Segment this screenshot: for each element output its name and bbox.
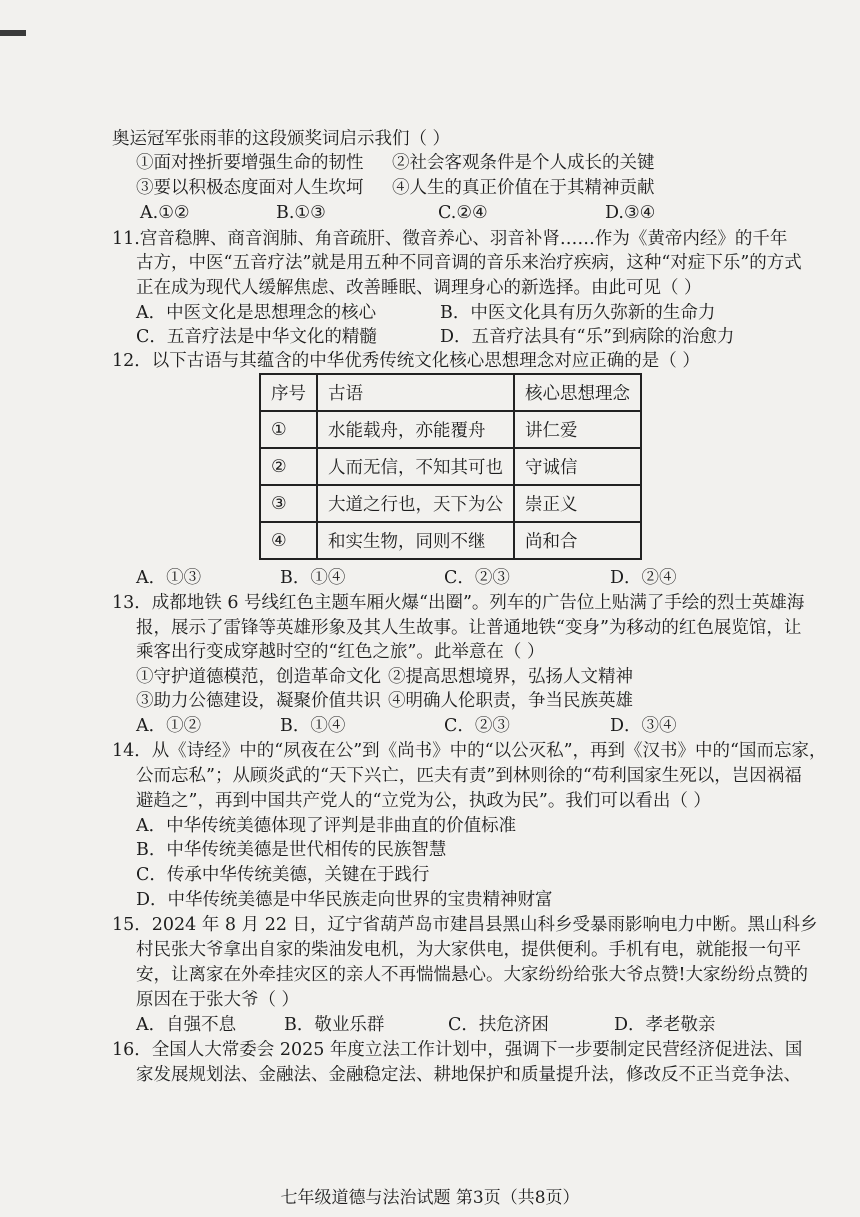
table-row: [260, 411, 641, 448]
q15-stem-line-3: 安，让离家在外牵挂灾区的亲人不再惴惴悬心。大家纷纷给张大爷点赞!大家纷纷点赞的: [136, 965, 809, 985]
page-footer: 七年级道德与法治试题 第3页（共8页）: [280, 1188, 580, 1208]
table-cell: 人而无信，不知其可也: [317, 448, 514, 485]
q15-stem-line-2: 村民张大爷拿出自家的柴油发电机，为大家供电，提供便利。手机有电，就能报一句平: [136, 940, 801, 960]
q10-option-2: ②社会客观条件是个人成长的关键: [392, 153, 655, 173]
table-row: [260, 448, 641, 485]
table-row: [260, 485, 641, 522]
q15-choice-c: C．扶危济困: [448, 1015, 549, 1035]
q10-option-1: ①面对挫折要增强生命的韧性: [136, 153, 364, 173]
q11-stem-line-3: 正在成为现代人缓解焦虑、改善睡眠、调理身心的新选择。由此可见（ ）: [136, 278, 702, 298]
q11-choice-a: A．中医文化是思想理念的核心: [136, 303, 377, 323]
q14-choice-b: B．中华传统美德是世代相传的民族智慧: [136, 840, 447, 860]
q15-choice-a: A．自强不息: [136, 1015, 237, 1035]
q12-stem: 12．以下古语与其蕴含的中华优秀传统文化核心思想理念对应正确的是（ ）: [112, 351, 700, 371]
q14-stem-line-2: 公而忘私”；从顾炎武的“天下兴亡，匹夫有责”到林则徐的“苟利国家生死以，岂因祸福: [136, 766, 802, 786]
table-cell: ③: [260, 485, 317, 522]
q15-choice-b: B．敬业乐群: [284, 1015, 385, 1035]
q15-choice-d: D．孝老敬亲: [614, 1015, 716, 1035]
scan-corner-mark: [0, 30, 26, 36]
q15-stem-line-1: 15．2024 年 8 月 22 日，辽宁省葫芦岛市建昌县黑山科乡受暴雨影响电力中断。黑山科乡: [112, 915, 818, 935]
q11-choice-c: C．五音疗法是中华文化的精髓: [136, 327, 377, 347]
q11-stem-line-1: 11.宫音稳脾、商音润肺、角音疏肝、徵音养心、羽音补肾……作为《黄帝内经》的千年: [112, 229, 788, 249]
q12-choice-a: A．①③: [136, 568, 202, 588]
table-row: [260, 522, 641, 559]
q11-choice-d: D．五音疗法具有“乐”到病除的治愈力: [440, 327, 735, 347]
q13-option-2: ②提高思想境界，弘扬人文精神: [388, 667, 633, 687]
q10-stem: 奥运冠军张雨菲的这段颁奖词启示我们（ ）: [112, 129, 451, 149]
q11-choice-b: B．中医文化具有历久弥新的生命力: [440, 303, 716, 323]
table-header-cell: 序号: [260, 374, 317, 411]
table-cell: 崇正义: [514, 485, 641, 522]
table-cell: ④: [260, 522, 317, 559]
table-header-cell: 核心思想理念: [514, 374, 641, 411]
q12-choice-c: C．②③: [444, 568, 510, 588]
q12-choice-b: B．①④: [280, 568, 346, 588]
table-cell: 和实生物，同则不继: [317, 522, 514, 559]
q13-choice-d: D．③④: [610, 716, 677, 736]
q13-option-1: ①守护道德模范，创造革命文化: [136, 667, 381, 687]
q10-choice-a: A.①②: [140, 203, 190, 223]
table-cell: 水能载舟，亦能覆舟: [317, 411, 514, 448]
table-cell: ①: [260, 411, 317, 448]
q13-choice-b: B．①④: [280, 716, 346, 736]
q10-choice-c: C.②④: [438, 203, 488, 223]
q10-choice-d: D.③④: [605, 203, 656, 223]
table-cell: 讲仁爱: [514, 411, 641, 448]
q14-choice-a: A．中华传统美德体现了评判是非曲直的价值标准: [136, 816, 517, 836]
q13-option-4: ④明确人伦职责，争当民族英雄: [388, 691, 633, 711]
q14-choice-d: D．中华传统美德是中华民族走向世界的宝贵精神财富: [136, 890, 553, 910]
q16-stem-line-1: 16．全国人大常委会 2025 年度立法工作计划中，强调下一步要制定民营经济促进法、国: [112, 1040, 803, 1060]
table-cell: ②: [260, 448, 317, 485]
q10-choice-b: B.①③: [276, 203, 326, 223]
q13-stem-line-3: 乘客出行变成穿越时空的“红色之旅”。此举意在（ ）: [136, 642, 545, 662]
q16-stem-line-2: 家发展规划法、金融法、金融稳定法、耕地保护和质量提升法，修改反不正当竞争法、: [136, 1065, 801, 1085]
q13-choice-c: C．②③: [444, 716, 510, 736]
q14-stem-line-1: 14．从《诗经》中的“夙夜在公”到《尚书》中的“以公灭私”，再到《汉书》中的“国而忘家，: [112, 741, 827, 761]
q13-choice-a: A．①②: [136, 716, 202, 736]
table-cell: 守诚信: [514, 448, 641, 485]
q10-option-4: ④人生的真正价值在于其精神贡献: [392, 178, 655, 198]
q12-choice-d: D．②④: [610, 568, 677, 588]
q15-stem-line-4: 原因在于张大爷（ ）: [136, 990, 300, 1010]
table-header-cell: 古语: [317, 374, 514, 411]
q14-choice-c: C．传承中华传统美德，关键在于践行: [136, 865, 430, 885]
q13-option-3: ③助力公德建设，凝聚价值共识: [136, 691, 381, 711]
q13-stem-line-1: 13．成都地铁 6 号线红色主题车厢火爆“出圈”。列车的广告位上贴满了手绘的烈士英雄海: [112, 593, 805, 613]
q10-option-3: ③要以积极态度面对人生坎坷: [136, 178, 364, 198]
q12-table: [259, 373, 642, 560]
q14-stem-line-3: 避趋之”，再到中国共产党人的“立党为公，执政为民”。我们可以看出（ ）: [136, 791, 711, 811]
q11-stem-line-2: 古方，中医“五音疗法”就是用五种不同音调的音乐来治疗疾病，这种“对症下乐”的方式: [136, 253, 802, 273]
table-header-row: [260, 374, 641, 411]
table-cell: 大道之行也，天下为公: [317, 485, 514, 522]
table-cell: 尚和合: [514, 522, 641, 559]
q13-stem-line-2: 报，展示了雷锋等英雄形象及其人生故事。让普通地铁“变身”为移动的红色展览馆，让: [136, 618, 802, 638]
